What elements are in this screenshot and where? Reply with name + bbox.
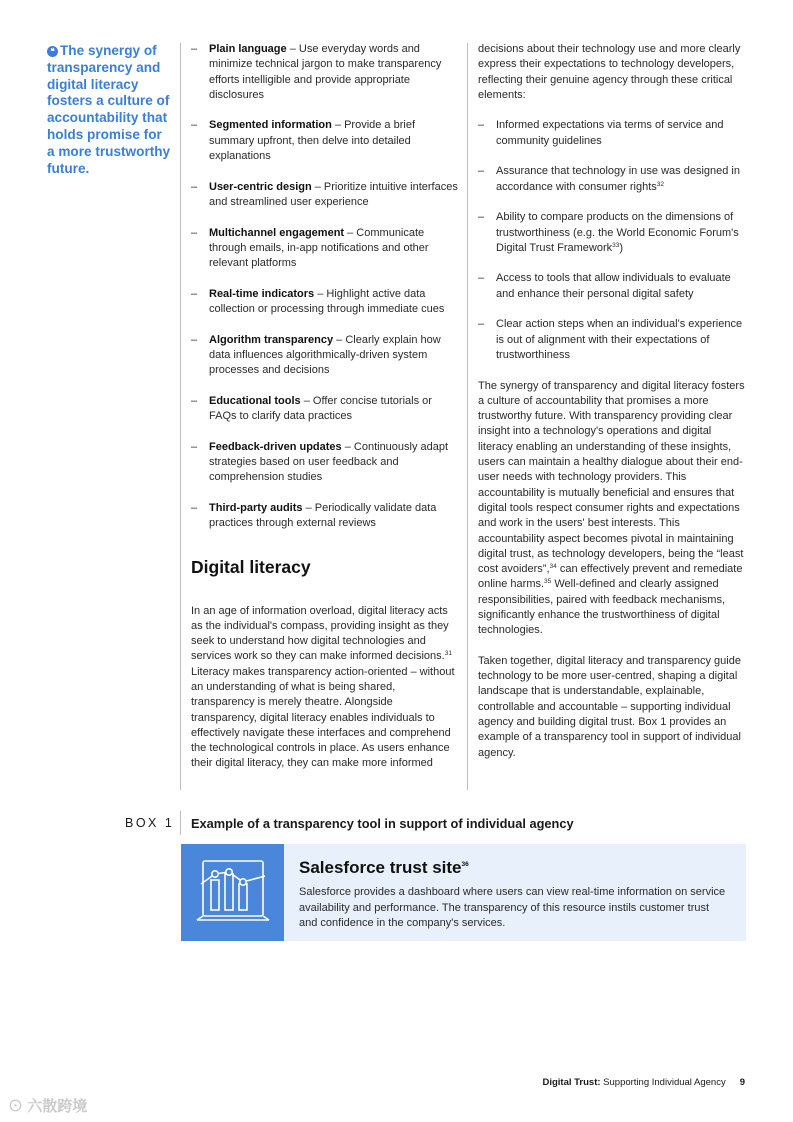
list-item: – Algorithm transparency – Clearly explain how data influences algorithmically-driven system processes and decisions	[191, 333, 461, 379]
list-item: – Segmented information – Provide a brief summary upfront, then delve into detailed explanations	[191, 118, 461, 164]
list-item: – Third-party audits – Periodically validate data practices through external reviews	[191, 501, 461, 532]
pull-quote-text: The synergy of transparency and digital literacy fosters a culture of accountability that holds promise for a more trustworthy future.	[47, 43, 171, 176]
list-item: – Clear action steps when an individual's experience is out of alignment with their expectations of trustworthiness	[478, 317, 748, 363]
page-number: 9	[739, 1077, 745, 1088]
box-divider	[180, 811, 181, 835]
list-item: – Assurance that technology in use was designed in accordance with consumer rights$^{32}$	[478, 164, 748, 195]
list-item: – Informed expectations via terms of service and community guidelines	[478, 118, 748, 149]
list-item: – User-centric design – Prioritize intuitive interfaces and streamlined user experience	[191, 180, 461, 211]
footer-title-bold: Digital Trust:	[542, 1077, 601, 1088]
watermark-logo-icon: ⊙	[8, 1098, 24, 1115]
list-item: – Real-time indicators – Highlight active data collection or processing through immediate cues	[191, 287, 461, 318]
body-paragraph: In an age of information overload, digital literacy acts as the individual's compass, providing insight as they seek to understand how digital technologies and services work so they can make informed decisions.$^{31}$ Literacy makes transparency action-oriented – without an understanding of what is being shared, transparency is merely theatre. Alongside transparency, digital literacy enables individuals to effectively navigate these interfaces and comprehend the technological controls in place. As users enhance their digital literacy, they can make more informed	[191, 604, 455, 770]
salesforce-card	[181, 844, 746, 941]
card-description: Salesforce provides a dashboard where users can view real-time information on service availability and performance. The transparency of this resource instils customer trust and confidence in the company's services.	[299, 886, 726, 929]
right-column	[478, 42, 748, 776]
left-column	[191, 42, 461, 787]
section-heading: Digital literacy	[191, 556, 311, 577]
card-title: Salesforce trust site$^{36}$	[299, 858, 469, 877]
body-paragraph: Taken together, digital literacy and transparency guide technology to be more user-centred, shaping a digital landscape that is understandable, explainable, controllable and accountable – supporting individual agency and building digital trust. Box 1 provides an example of a transparency tool in support of individual agency.	[478, 654, 741, 759]
list-item: – Educational tools – Offer concise tutorials or FAQs to clarify data practices	[191, 394, 461, 425]
body-paragraph: decisions about their technology use and more clearly express their expectations to technology developers, reflecting their genuine agency through these critical elements:	[478, 43, 741, 101]
footnote-ref: 31	[444, 650, 452, 658]
column-divider	[467, 43, 468, 790]
quote-icon: ❝	[47, 46, 58, 57]
page-footer	[542, 1077, 745, 1088]
footnote-ref: 33	[612, 241, 620, 249]
body-paragraph: The synergy of transparency and digital literacy fosters a culture of accountability that promises a more trustworthy future. With transparency providing clear insight into a technology's operations and digital literacy enabling an understanding of these insights, users can maintain a healthy dialogue about their end-user needs with technology providers. This accountability is mutually beneficial and ensures that digital tools respect consumer rights and expectations and work in the users' best interests. This accountability aspect becomes pivotal in maintaining digital trust, as technology developers, being the “least cost avoiders”,$^{34}$ can effectively prevent and remediate online harms.$^{35}$ Well-defined and clearly assigned responsibilities, paired with feedback mechanisms, significantly enhance the trustworthiness of digital technologies.	[478, 379, 745, 637]
footnote-ref: 32	[656, 180, 665, 188]
list-item: – Access to tools that allow individuals to evaluate and enhance their personal digital safety	[478, 271, 748, 302]
watermark: ⊙ 六散跨境	[8, 1098, 88, 1115]
left-divider	[180, 43, 181, 790]
list-item: – Ability to compare products on the dimensions of trustworthiness (e.g. the World Economic Forum's Digital Trust Framework$^{33}$)	[478, 210, 748, 256]
footnote-ref: 35	[544, 578, 552, 586]
list-item: – Multichannel engagement – Communicate through emails, in-app notifications and other relevant platforms	[191, 226, 461, 272]
list-item: – Plain language – Use everyday words and minimize technical jargon to make transparency efforts intelligible and provide appropriate disclosures	[191, 42, 461, 103]
box-label: BOX 1	[125, 816, 175, 830]
list-item: – Feedback-driven updates – Continuously adapt strategies based on user feedback and comprehension studies	[191, 440, 461, 486]
pull-quote	[47, 43, 172, 177]
footer-title: Supporting Individual Agency	[600, 1077, 726, 1088]
box-title: Example of a transparency tool in support of individual agency	[191, 816, 574, 831]
footnote-ref: 34	[549, 563, 557, 571]
footnote-ref: 36	[461, 861, 469, 868]
dashboard-chart-icon	[181, 844, 284, 941]
